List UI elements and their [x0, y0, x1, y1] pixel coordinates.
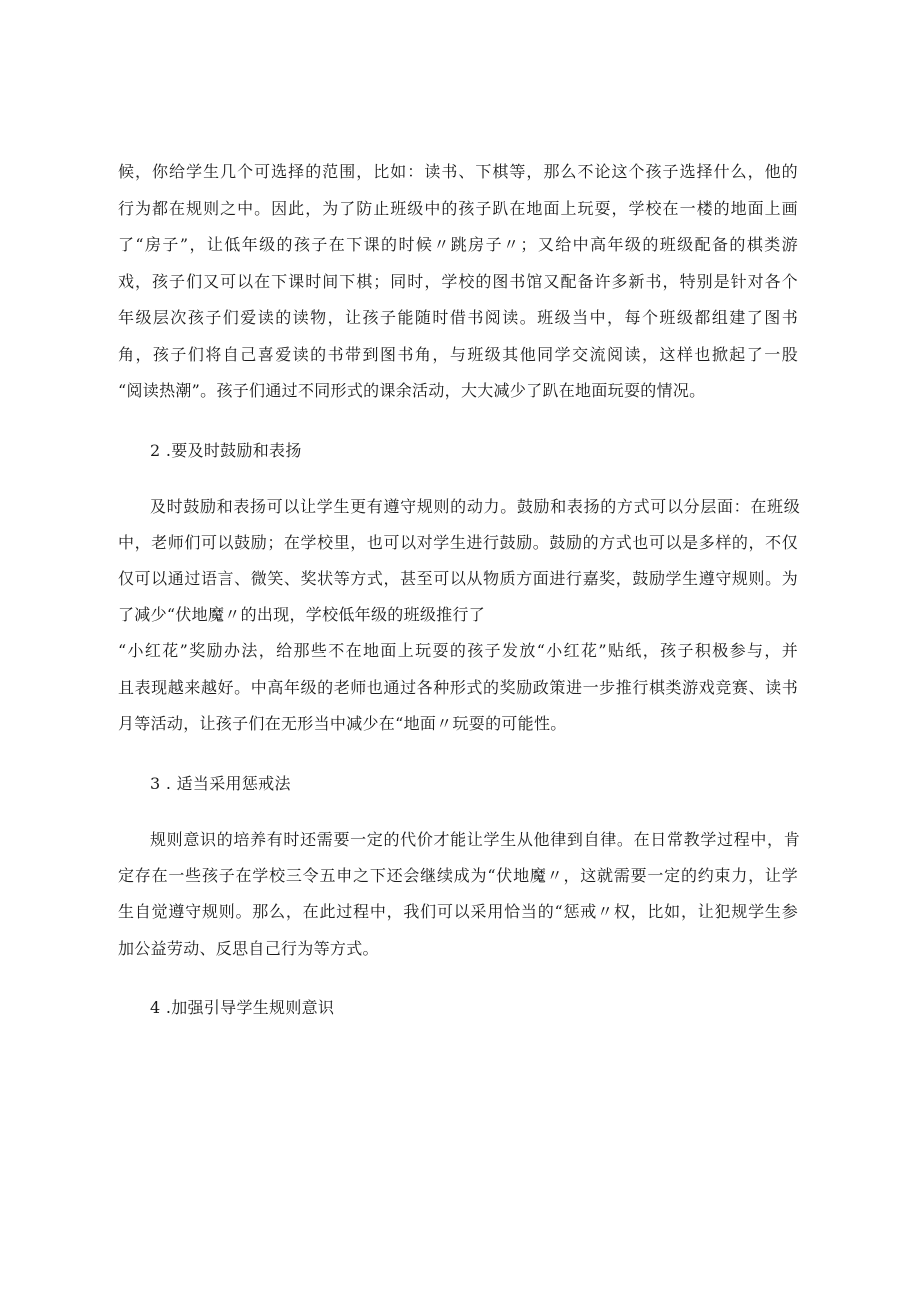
- paragraph-1-line-5: 年级层次孩子们爱读的读物，让孩子能随时借书阅读。班级当中，每个班级都组建了图书: [118, 308, 798, 327]
- paragraph-3-line-3: 生自觉遵守规则。那么，在此过程中，我们可以采用恰当的“惩戒〃权，比如，让犯规学生参: [118, 902, 798, 921]
- paragraph-2-line-6: 且表现越来越好。中高年级的老师也通过各种形式的奖励政策进一步推行棋类游戏竞赛、读书: [118, 678, 798, 697]
- paragraph-1-line-6: 角，孩子们将自己喜爱读的书带到图书角，与班级其他同学交流阅读，这样也掀起了一股: [118, 345, 798, 364]
- paragraph-1-line-1: 候，你给学生几个可选择的范围，比如：读书、下棋等，那么不论这个孩子选择什么，他的: [118, 162, 798, 181]
- paragraph-1-line-7: “阅读热潮”。孩子们通过不同形式的课余活动，大大减少了趴在地面玩耍的情况。: [118, 381, 706, 400]
- paragraph-3-line-4: 加公益劳动、反思自己行为等方式。: [118, 939, 379, 958]
- paragraph-2-line-4: 了减少“伏地魔〃的出现，学校低年级的班级推行了: [118, 605, 486, 624]
- section-heading-3: 3 . 适当采用惩戒法: [150, 774, 291, 793]
- paragraph-3-line-1: 规则意识的培养有时还需要一定的代价才能让学生从他律到自律。在日常教学过程中，肯: [150, 830, 800, 849]
- paragraph-1-line-2: 行为都在规则之中。因此，为了防止班级中的孩子趴在地面上玩耍，学校在一楼的地面上画: [118, 199, 798, 218]
- paragraph-1-line-3: 了“房子”，让低年级的孩子在下课的时候〃跳房子〃；又给中高年级的班级配备的棋类游: [118, 235, 798, 254]
- paragraph-3-line-2: 定存在一些孩子在学校三令五申之下还会继续成为“伏地魔〃，这就需要一定的约束力，让学: [118, 866, 798, 885]
- section-heading-4: 4 .加强引导学生规则意识: [150, 998, 335, 1017]
- paragraph-2-line-3: 仅可以通过语言、微笑、奖状等方式，甚至可以从物质方面进行嘉奖，鼓励学生遵守规则。为: [118, 569, 798, 588]
- paragraph-2-line-5: “小红花”奖励办法，给那些不在地面上玩耍的孩子发放“小红花”贴纸，孩子积极参与，并: [118, 641, 798, 660]
- paragraph-1-line-4: 戏，孩子们又可以在下课时间下棋；同时，学校的图书馆又配备许多新书，特别是针对各个: [118, 272, 798, 291]
- paragraph-2-line-1: 及时鼓励和表扬可以让学生更有遵守规则的动力。鼓励和表扬的方式可以分层面：在班级: [150, 497, 800, 516]
- paragraph-2-line-2: 中，老师们可以鼓励；在学校里，也可以对学生进行鼓励。鼓励的方式也可以是多样的，不仅: [118, 533, 798, 552]
- section-heading-2: 2 .要及时鼓励和表扬: [150, 441, 302, 460]
- paragraph-2-line-7: 月等活动，让孩子们在无形当中减少在“地面〃玩耍的可能性。: [118, 714, 567, 733]
